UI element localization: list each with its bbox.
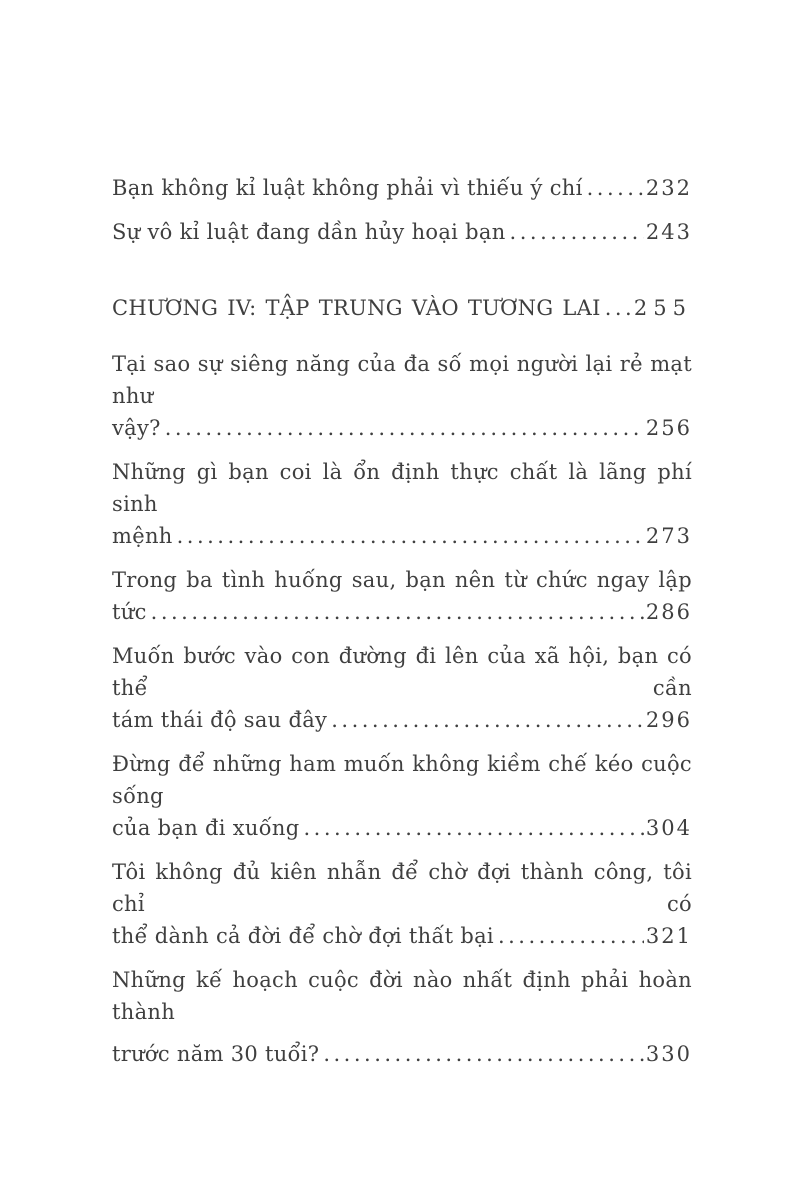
entry-title: mệnh — [112, 524, 173, 548]
dot-leader — [587, 172, 644, 204]
entry-last-line — [112, 812, 692, 844]
page-number: 256 — [645, 416, 692, 440]
entry-last-line — [112, 596, 692, 628]
page-number: 232 — [645, 176, 692, 200]
dot-leader — [605, 292, 632, 324]
chapter-page-number: 255 — [633, 296, 692, 320]
dot-leader — [165, 412, 644, 444]
table-of-contents — [112, 172, 692, 1082]
toc-entry — [112, 640, 692, 736]
dot-leader — [177, 520, 644, 552]
toc-entry — [112, 564, 692, 628]
entry-title-line: Tôi không đủ kiên nhẫn để chờ đợi thành công, tôi chỉ có — [112, 860, 692, 916]
entry-title: Bạn không kỉ luật không phải vì thiếu ý chí — [112, 176, 583, 200]
toc-entry — [112, 856, 692, 952]
dot-leader — [323, 1038, 644, 1070]
entry-title: thể dành cả đời để chờ đợi thất bại — [112, 924, 494, 948]
page-number: 296 — [645, 708, 692, 732]
entry-title: Sự vô kỉ luật đang dần hủy hoại bạn — [112, 220, 506, 244]
page-number: 243 — [645, 220, 692, 244]
entry-title: vậy? — [112, 416, 161, 440]
entry-last-line — [112, 920, 692, 952]
chapter-heading — [112, 292, 692, 324]
entry-title: trước năm 30 tuổi? — [112, 1042, 320, 1066]
dot-leader — [510, 216, 644, 248]
entry-last-line — [112, 1038, 692, 1070]
entry-last-line — [112, 172, 692, 204]
dot-leader — [151, 596, 644, 628]
page-number: 304 — [645, 816, 692, 840]
entry-last-line — [112, 520, 692, 552]
entry-last-line — [112, 412, 692, 444]
page-number: 321 — [645, 924, 692, 948]
entry-title: tám thái độ sau đây — [112, 708, 328, 732]
toc-entry — [112, 456, 692, 552]
entry-title-line: Trong ba tình huống sau, bạn nên từ chức ngay lập — [112, 568, 692, 592]
entry-title: tức — [112, 600, 147, 624]
entry-last-line — [112, 704, 692, 736]
toc-entry — [112, 172, 692, 204]
dot-leader — [498, 920, 644, 952]
entry-title-line: Những kế hoạch cuộc đời nào nhất định phải hoàn thành — [112, 968, 692, 1024]
entry-title-line: Muốn bước vào con đường đi lên của xã hội, bạn có thể cần — [112, 644, 692, 700]
entry-title-line: Đừng để những ham muốn không kiềm chế kéo cuộc sống — [112, 752, 692, 808]
toc-entry — [112, 348, 692, 444]
toc-entry — [112, 216, 692, 248]
toc-entry — [112, 748, 692, 844]
toc-entry — [112, 964, 692, 1070]
chapter-title: CHƯƠNG IV: TẬP TRUNG VÀO TƯƠNG LAI — [112, 296, 601, 320]
entry-last-line — [112, 216, 692, 248]
dot-leader — [303, 812, 643, 844]
page-number: 273 — [645, 524, 692, 548]
dot-leader — [331, 704, 644, 736]
entry-title-line: Tại sao sự siêng năng của đa số mọi người lại rẻ mạt như — [112, 352, 692, 408]
page-number: 286 — [645, 600, 692, 624]
entry-title-line: Những gì bạn coi là ổn định thực chất là lãng phí sinh — [112, 460, 692, 516]
page-number: 330 — [645, 1042, 692, 1066]
entry-title: của bạn đi xuống — [112, 816, 300, 840]
